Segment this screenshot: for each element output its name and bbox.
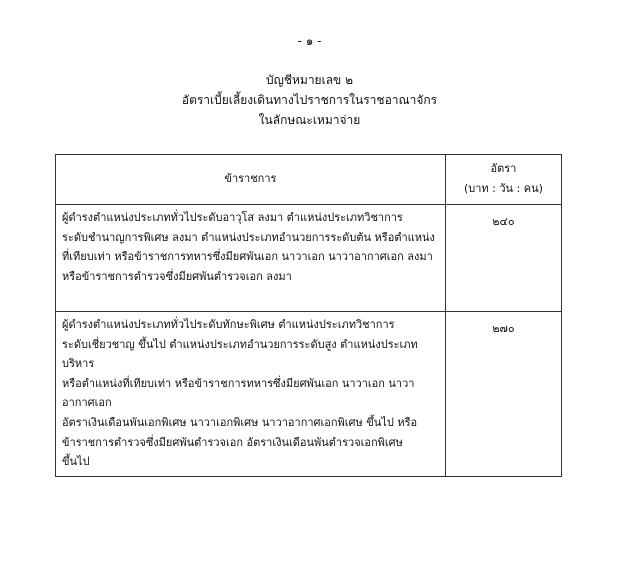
allowance-subtitle: ในลักษณะเหมาจ่าย xyxy=(258,113,361,127)
description-line: อัตราเงินเดือนพันเอกพิเศษ นาวาเอกพิเศษ นาวาอากาศเอกพิเศษ ขึ้นไป หรือ xyxy=(62,415,418,429)
column-header-official: ข้าราชการ xyxy=(56,155,446,205)
rate-value: ๒๔๐ xyxy=(445,205,561,312)
description-line: ผู้ดำรงตำแหน่งประเภททั่วไประดับอาวุโส ลงมา ตำแหน่งประเภทวิชาการ xyxy=(62,211,403,224)
table-row xyxy=(56,205,562,312)
description-line: หรือตำแหน่งที่เทียบเท่า หรือข้าราชการทหารซึ่งมียศพันเอก นาวาเอก นาวาอากาศเอก xyxy=(62,376,415,410)
description-line: ระดับชำนาญการพิเศษ ลงมา ตำแหน่งประเภทอำนวยการระดับต้น หรือตำแหน่ง xyxy=(62,230,435,244)
description-line: ที่เทียบเท่า หรือข้าราชการทหารซึ่งมียศพันเอก นาวาเอก นาวาอากาศเอก ลงมา xyxy=(62,250,433,264)
description-line: หรือข้าราชการตำรวจซึ่งมียศพันตำรวจเอก ลงมา xyxy=(62,269,292,283)
description-line: ขึ้นไป xyxy=(62,455,90,469)
document-heading xyxy=(0,70,619,130)
rate-header-unit: (บาท : วัน : คน) xyxy=(463,182,543,195)
allowance-title: อัตราเบี้ยเลี้ยงเดินทางไปราชการในราชอาณาจักร xyxy=(181,93,438,107)
table-row xyxy=(56,312,562,477)
official-description xyxy=(56,312,446,477)
allowance-rate-table xyxy=(55,154,562,477)
description-line: ข้าราชการตำรวจซึ่งมียศพันตำรวจเอก อัตราเงินเดือนพันตำรวจเอกพิเศษ xyxy=(62,435,403,449)
official-description xyxy=(56,205,446,312)
list-number-title: บัญชีหมายเลข ๒ xyxy=(266,73,353,87)
table-header-row xyxy=(56,155,562,205)
column-header-rate xyxy=(445,155,561,205)
description-line: ผู้ดำรงตำแหน่งประเภททั่วไประดับทักษะพิเศษ ตำแหน่งประเภทวิชาการ xyxy=(62,318,395,331)
rate-header-title: อัตรา xyxy=(490,162,517,176)
page-number: - ๑ - xyxy=(297,34,322,48)
description-line: ระดับเชี่ยวชาญ ขึ้นไป ตำแหน่งประเภทอำนวยการระดับสูง ตำแหน่งประเภทบริหาร xyxy=(62,337,418,371)
rate-value: ๒๗๐ xyxy=(445,312,561,477)
